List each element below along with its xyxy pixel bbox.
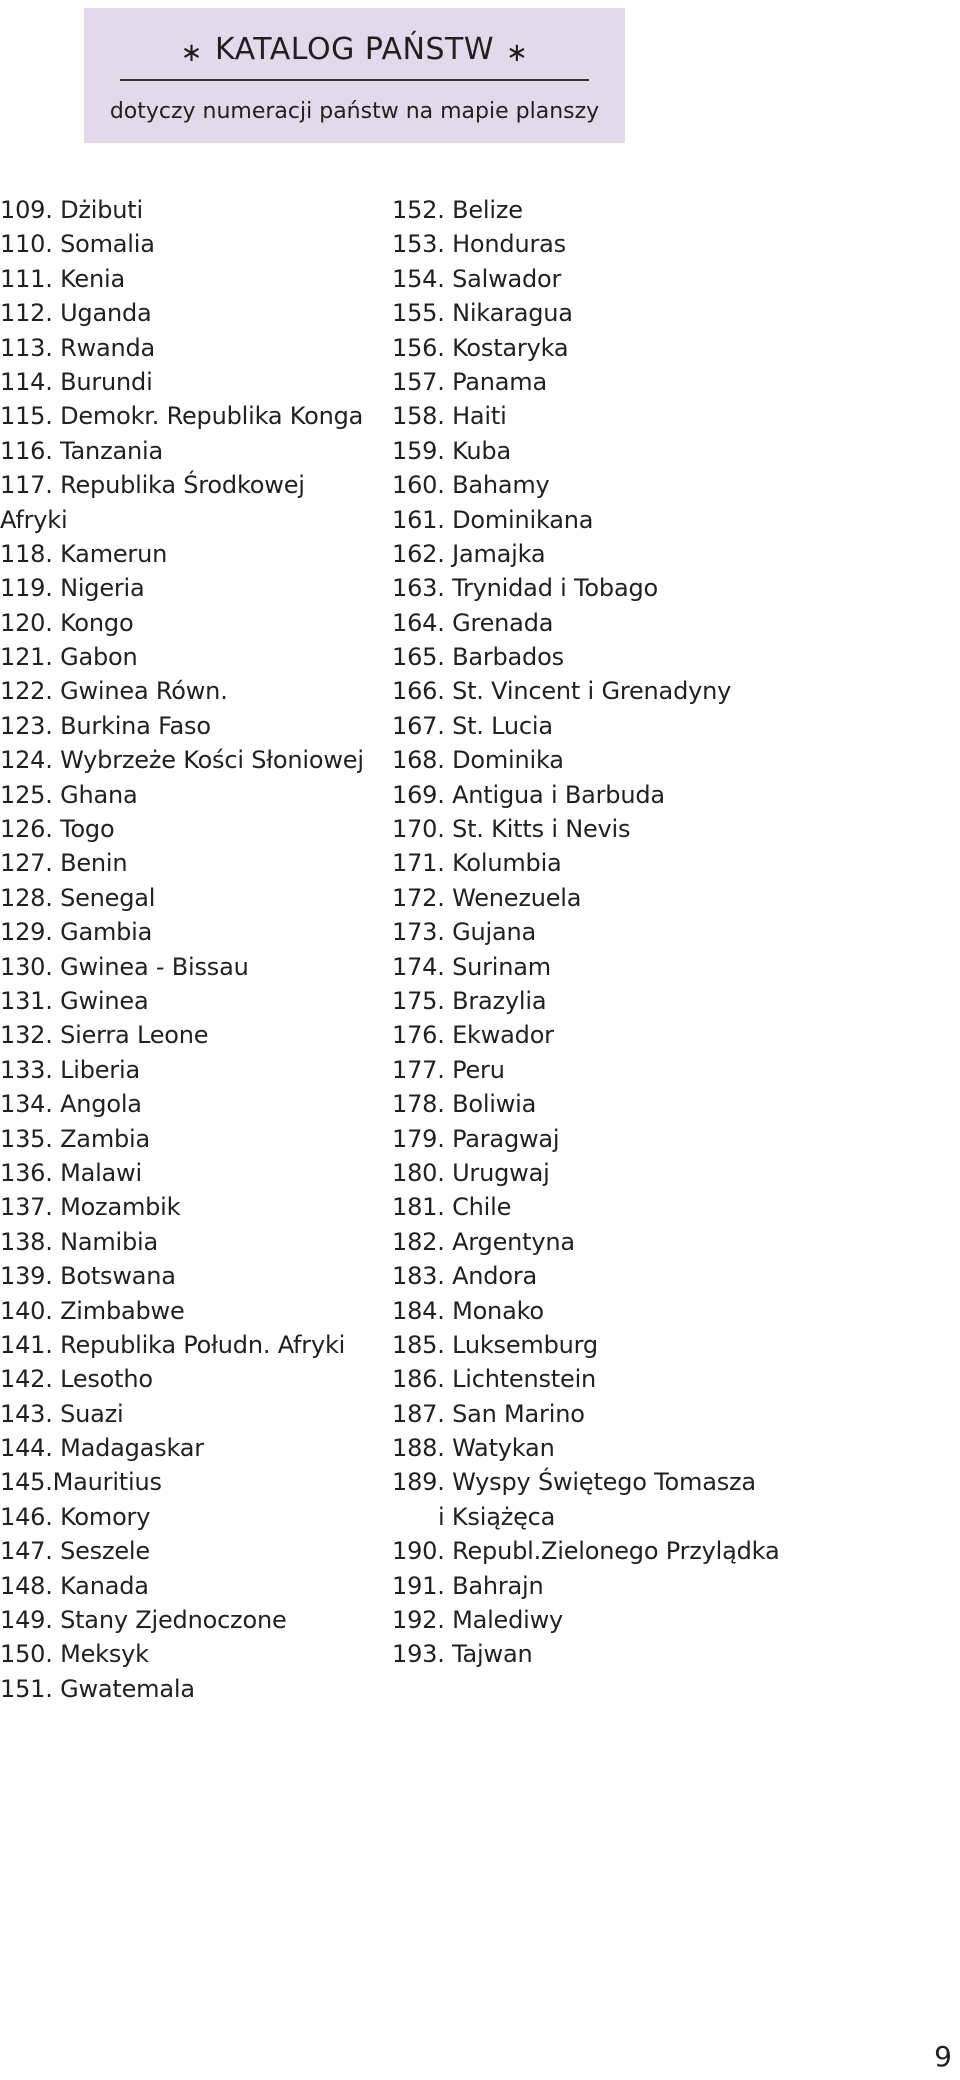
catalog-header [84, 8, 625, 143]
country-list-item: 128. Senegal [0, 883, 156, 912]
country-list-item: 130. Gwinea - Bissau [0, 952, 249, 981]
country-list-item: 162. Jamajka [392, 539, 546, 568]
country-list-item: 134. Angola [0, 1090, 142, 1119]
catalog-title-text: KATALOG PAŃSTW [214, 32, 495, 67]
country-list-item: 160. Bahamy [392, 471, 550, 500]
country-list-item: 180. Urugwaj [392, 1158, 550, 1187]
country-list-item: 169. Antigua i Barbuda [392, 780, 665, 809]
country-list-item: 171. Kolumbia [392, 849, 562, 878]
country-list-item: 116. Tanzania [0, 436, 163, 465]
country-list-item: 123. Burkina Faso [0, 711, 211, 740]
country-list-item: 143. Suazi [0, 1399, 124, 1428]
country-list-item: 141. Republika Połudn. Afryki [0, 1330, 346, 1359]
country-list-item: 113. Rwanda [0, 333, 156, 362]
country-list-item: 135. Zambia [0, 1124, 151, 1153]
country-list-item: 112. Uganda [0, 299, 152, 328]
country-list-item: 168. Dominika [392, 746, 564, 775]
country-list-item: 127. Benin [0, 849, 128, 878]
country-list-item: 133. Liberia [0, 1055, 140, 1084]
country-list-item: 109. Dżibuti [0, 196, 143, 224]
country-list-item: 177. Peru [392, 1055, 505, 1084]
country-list-item: i Książęca [438, 1502, 556, 1531]
country-list-item: 138. Namibia [0, 1227, 158, 1256]
country-list-item: 154. Salwador [392, 264, 562, 293]
asterisk-right-icon: ∗ [506, 38, 529, 68]
country-list-item: 136. Malawi [0, 1158, 142, 1187]
country-list-item: 183. Andora [392, 1262, 537, 1291]
country-list-item: 148. Kanada [0, 1571, 149, 1600]
country-list-item: 132. Sierra Leone [0, 1021, 209, 1050]
country-list-item: 189. Wyspy Świętego Tomasza [392, 1468, 756, 1497]
country-list-item: 166. St. Vincent i Grenadyny [392, 677, 732, 706]
country-list-left [0, 193, 380, 1706]
country-list-item: 117. Republika Środkowej [0, 471, 305, 500]
country-list-item: 120. Kongo [0, 608, 134, 637]
country-list-item: 150. Meksyk [0, 1640, 149, 1669]
country-list-item: 121. Gabon [0, 643, 138, 672]
country-list-item: 184. Monako [392, 1296, 544, 1325]
country-list-item: 156. Kostaryka [392, 333, 569, 362]
country-list-item: 174. Surinam [392, 952, 551, 981]
country-list-item: 170. St. Kitts i Nevis [392, 815, 631, 844]
country-list-item: 152. Belize [392, 196, 523, 224]
country-list-item: 186. Lichtenstein [392, 1365, 597, 1394]
country-list-item: 126. Togo [0, 815, 115, 844]
country-list-item: 173. Gujana [392, 918, 536, 947]
country-list-item: 125. Ghana [0, 780, 138, 809]
country-list-item: 164. Grenada [392, 608, 554, 637]
country-list-item: 158. Haiti [392, 402, 507, 431]
country-list-item: 115. Demokr. Republika Konga [0, 402, 364, 431]
country-list-item: 146. Komory [0, 1502, 151, 1531]
catalog-title [84, 32, 625, 69]
country-list-right [392, 193, 932, 1672]
country-list-item: 124. Wybrzeże Kości Słoniowej [0, 746, 364, 775]
country-list-item: 176. Ekwador [392, 1021, 554, 1050]
country-list-item: 144. Madagaskar [0, 1434, 204, 1463]
country-list-item: 172. Wenezuela [392, 883, 582, 912]
country-list-item: 179. Paragwaj [392, 1124, 560, 1153]
country-list-item: 129. Gambia [0, 918, 153, 947]
country-list-item: 187. San Marino [392, 1399, 585, 1428]
country-list-item: 118. Kamerun [0, 539, 168, 568]
country-list-item: 111. Kenia [0, 264, 125, 293]
country-list-item: 163. Trynidad i Tobago [392, 574, 658, 603]
country-list-item: 155. Nikaragua [392, 299, 573, 328]
country-list-item: 157. Panama [392, 367, 547, 396]
country-list-item: 185. Luksemburg [392, 1330, 598, 1359]
country-list-item: 190. Republ.Zielonego Przylądka [392, 1537, 780, 1566]
country-list-item: 178. Boliwia [392, 1090, 537, 1119]
country-list-item: 145.Mauritius [0, 1468, 162, 1497]
country-list-item: 119. Nigeria [0, 574, 145, 603]
country-list-item: 149. Stany Zjednoczone [0, 1606, 287, 1635]
country-list-item: 175. Brazylia [392, 986, 547, 1015]
country-list-item: Afryki [0, 505, 68, 534]
country-list-item: 167. St. Lucia [392, 711, 553, 740]
country-list-item: 165. Barbados [392, 643, 564, 672]
country-list-item: 142. Lesotho [0, 1365, 153, 1394]
country-list-item: 192. Malediwy [392, 1606, 564, 1635]
catalog-subtitle: dotyczy numeracji państw na mapie planszy [109, 99, 600, 124]
country-list-item: 182. Argentyna [392, 1227, 575, 1256]
country-list-item: 191. Bahrajn [392, 1571, 544, 1600]
country-list-item: 153. Honduras [392, 230, 566, 259]
asterisk-left-icon: ∗ [180, 38, 203, 68]
country-list-item: 140. Zimbabwe [0, 1296, 185, 1325]
country-list-item: 131. Gwinea [0, 986, 149, 1015]
country-list-item: 110. Somalia [0, 230, 155, 259]
country-list-item: 188. Watykan [392, 1434, 555, 1463]
page-number: 9 [934, 2040, 952, 2073]
country-list-item: 147. Seszele [0, 1537, 150, 1566]
country-list-item: 137. Mozambik [0, 1193, 181, 1222]
country-list-item: 151. Gwatemala [0, 1674, 195, 1703]
country-list-item: 181. Chile [392, 1193, 512, 1222]
country-list-item: 193. Tajwan [392, 1640, 533, 1669]
country-list-item: 114. Burundi [0, 367, 153, 396]
country-list-item: 159. Kuba [392, 436, 511, 465]
country-list-item: 139. Botswana [0, 1262, 176, 1291]
country-list-item: 161. Dominikana [392, 505, 594, 534]
header-divider [120, 79, 589, 81]
country-list-item: 122. Gwinea Równ. [0, 677, 228, 706]
